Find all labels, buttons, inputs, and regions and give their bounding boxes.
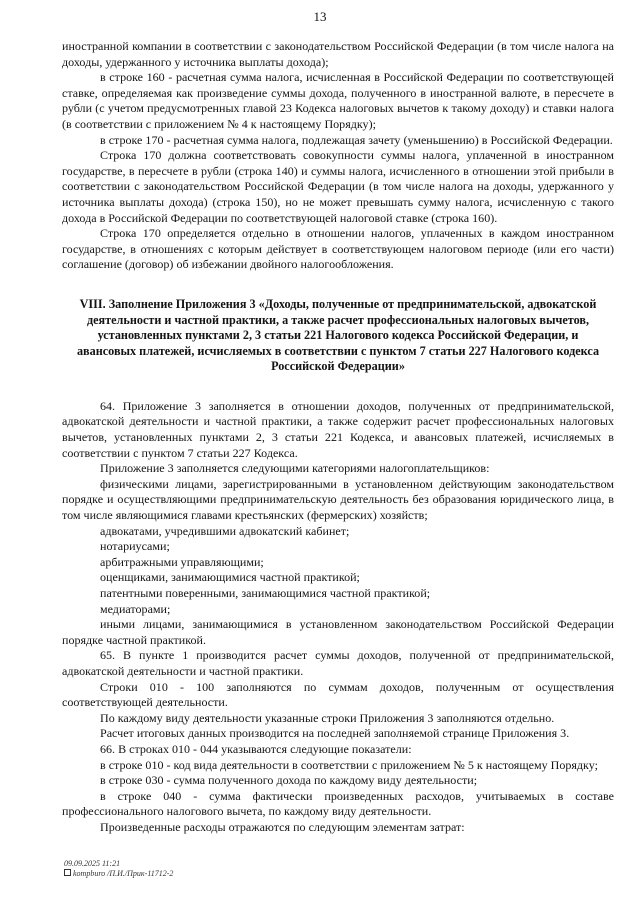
paragraph: Приложение 3 заполняется следующими категориями налогоплательщиков: [100, 461, 490, 476]
document-body [62, 39, 614, 836]
paragraph: иностранной компании в соответствии с законодательством Российской Федерации (в том числе налога на доходы, удержанного у источника выплаты дохода); [62, 39, 614, 69]
paragraph: Произведенные расходы отражаются по следующим элементам затрат: [100, 819, 465, 834]
checkbox-icon [64, 869, 71, 876]
footer-path-line [64, 869, 173, 879]
list-item: медиаторами; [100, 601, 171, 616]
list-item: арбитражными управляющими; [100, 554, 264, 569]
list-item: нотариусами; [100, 539, 170, 554]
paragraph: в строке 160 - расчетная сумма налога, исчисленная в Российской Федерации по соответствующей ставке, определяемая как произведение суммы дохода, полученного в иностранной валюте, в пересчете в рубли (с учетом предусмотренных главой 23 Кодекса налоговых вычетов к такому доходу) и ставки налога (в соответствии с приложением № 4 к настоящему Порядку); [62, 70, 614, 131]
list-item: адвокатами, учредившими адвокатский кабинет; [100, 523, 350, 538]
paragraph: в строке 010 - код вида деятельности в соответствии с приложением № 5 к настоящему Порядку; [100, 757, 598, 772]
page-number: 13 [313, 9, 327, 24]
paragraph: Строка 170 должна соответствовать совокупности суммы налога, уплаченной в иностранном государстве, в пересчете в рубли (строка 140) и суммы налога, исчисленного в отношении этой прибыли в соответствии с законодательством Российской Федерации (в том числе налога на доходы, удержанного у источника выплаты дохода) (строка 150), но не может превышать сумму налога, исчисленную с такого дохода в Российской Федерации по соответствующей налоговой ставке (строка 160). [62, 148, 614, 225]
list-item: иными лицами, занимающимися в установленном законодательством Российской Федерации порядке частной практикой. [62, 617, 614, 647]
document-footer [64, 859, 173, 879]
list-item: патентными поверенными, занимающимися частной практикой; [100, 586, 431, 600]
paragraph: в строке 030 - сумма полученного дохода по каждому виду деятельности; [100, 773, 478, 788]
paragraph: в строке 170 - расчетная сумма налога, подлежащая зачету (уменьшению) в Российской Федерации. [100, 132, 613, 147]
paragraph: физическими лицами, зарегистрированными в установленном действующим законодательством порядке и осуществляющими предпринимательскую деятельность без образования юридического лица, в том числе являющимися главами крестьянских (фермерских) хозяйств; [62, 476, 614, 523]
paragraph: 66. В строках 010 - 044 указываются следующие показатели: [100, 741, 412, 756]
list-item: оценщиками, занимающимися частной практикой; [100, 570, 360, 585]
footer-path: kompburo /П.И./Прик-11712-2 [73, 869, 174, 878]
paragraph: Строка 170 определяется отдельно в отношении налогов, уплаченных в каждом иностранном государстве, в отношениях с которым действует в соответствующем налоговом периоде (или его части) соглашение (договор) об избежании двойного налогообложения. [62, 226, 614, 272]
paragraph: Расчет итоговых данных производится на последней заполняемой странице Приложения 3. [100, 726, 570, 741]
footer-timestamp: 09.09.2025 11:21 [64, 859, 121, 868]
paragraph: Строки 010 - 100 заполняются по суммам доходов, полученным от осуществления соответствующей деятельности. [62, 679, 614, 710]
section-heading: VIII. Заполнение Приложения 3 «Доходы, полученные от предпринимательской, адвокатской деятельности и частной практики, а также расчет профессиональных налоговых вычетов, установленных пунктами 2, 3 статьи 221 Налогового кодекса Российской Федерации, и авансовых платежей, исчисляемых в соответствии с пунктом 7 статьи 227 Налогового кодекса Российской Федерации» [76, 296, 600, 374]
paragraph: в строке 040 - сумма фактически произведенных расходов, учитываемых в составе профессионального налогового вычета, по каждому виду деятельности. [62, 788, 614, 819]
paragraph: 64. Приложение 3 заполняется в отношении доходов, полученных от предпринимательской, адвокатской деятельности и частной практики, а также содержит расчет профессиональных налоговых вычетов, установленных пунктами 2, 3 статьи 221 Кодекса, и авансовых платежей, исчисляемых в соответствии с пунктом 7 статьи 227 Кодекса. [62, 398, 614, 460]
paragraph: По каждому виду деятельности указанные строки Приложения 3 заполняются отдельно. [100, 710, 555, 725]
paragraph: 65. В пункте 1 производится расчет суммы доходов, полученной от предпринимательской, адвокатской деятельности и частной практики. [62, 648, 614, 678]
